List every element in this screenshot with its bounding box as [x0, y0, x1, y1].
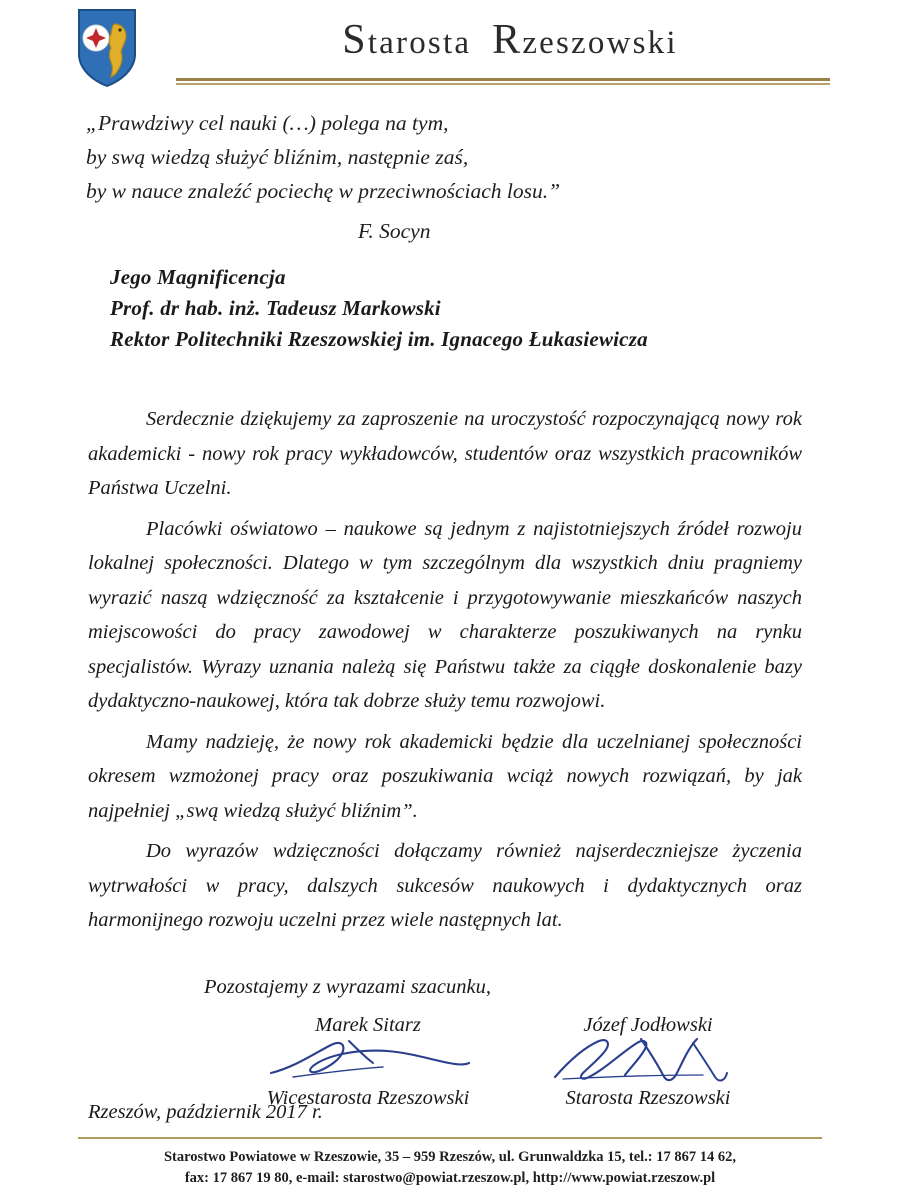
- footer-divider: [78, 1137, 822, 1139]
- divider-line-thin: [176, 83, 830, 85]
- quote-line-1: „Prawdziwy cel nauki (…) polega na tym,: [86, 111, 449, 135]
- epigraph-quote: [86, 106, 786, 248]
- org-title-r: R: [492, 17, 523, 63]
- body-paragraph-1: Serdecznie dziękujemy za zaproszenie na uroczystość rozpoczynającą nowy rok akademicki - nowy rok pracy wykładowców, studentów oraz wszystkich pracowników Państwa Uczelni.: [88, 408, 802, 499]
- letter-body: [88, 402, 802, 944]
- handwritten-signature-right-icon: [488, 1037, 808, 1087]
- addressee-block: [110, 262, 830, 355]
- signature-right: [488, 1014, 808, 1110]
- divider-line-thick: [176, 78, 830, 81]
- closing-text: Pozostajemy z wyrazami szacunku,: [204, 976, 491, 998]
- footer-line-2: fax: 17 867 19 80, e-mail: starostwo@powiat.rzeszow.pl, http://www.powiat.rzeszow.pl: [184, 1170, 716, 1186]
- place-and-date: Rzeszów, październik 2017 r.: [88, 1101, 323, 1123]
- org-title-tarosta: tarosta: [367, 25, 472, 61]
- signatory-name-right: Józef Jodłowski: [583, 1014, 713, 1036]
- quote-line-3: by w nauce znaleźć pociechę w przeciwnościach losu.”: [86, 179, 561, 203]
- addressee-line-3: Rektor Politechniki Rzeszowskiej im. Ignacego Łukasiewicza: [110, 327, 648, 351]
- handwritten-signature-left-icon: [208, 1037, 528, 1087]
- signature-left: [208, 1014, 528, 1110]
- signatory-role-left: Wicestarosta Rzeszowski: [266, 1087, 470, 1109]
- closing-salutation: [88, 976, 802, 999]
- quote-attribution: F. Socyn: [358, 219, 431, 243]
- letterhead-divider: [176, 78, 830, 86]
- coat-of-arms-icon: [76, 8, 138, 88]
- addressee-line-2: Prof. dr hab. inż. Tadeusz Markowski: [110, 296, 441, 320]
- quote-line-2: by swą wiedzą służyć bliźnim, następnie zaś,: [86, 145, 469, 169]
- addressee-line-1: Jego Magnificencja: [110, 265, 286, 289]
- letter-sheet: [0, 96, 900, 1199]
- signatory-name-left: Marek Sitarz: [315, 1014, 421, 1036]
- footer: [0, 1137, 900, 1189]
- org-title-s: S: [342, 17, 368, 63]
- body-paragraph-3: Mamy nadzieję, że nowy rok akademicki będzie dla uczelnianej społeczności okresem wzmożonej pracy oraz poszukiwania wciąż nowych rozwiązań, by jak najpełniej „swą wiedzą służyć bliźnim”.: [88, 730, 802, 822]
- body-paragraph-2: Placówki oświatowo – naukowe są jednym z najistotniejszych źródeł rozwoju lokalnej społeczności. Dlatego w tym szczególnym dla wszystkich dniu pragniemy wyrazić naszą wdzięczność za kształcenie i przygotowywanie mieszkańców naszych miejscowości do pracy zawodowej w charakterze poszukiwanych na rynku specjalistów. Wyrazy uznania należą się Państwu także za ciągłe doskonalenie bazy dydaktyczno-naukowej, która tak dobrze służy temu rozwojowi.: [88, 517, 802, 712]
- footer-line-1: Starostwo Powiatowe w Rzeszowie, 35 – 959 Rzeszów, ul. Grunwaldzka 15, tel.: 17 867 14 62,: [163, 1149, 737, 1165]
- signatory-role-right: Starosta Rzeszowski: [565, 1087, 731, 1109]
- body-paragraph-4: Do wyrazów wdzięczności dołączamy również najserdeczniejsze życzenia wytrwałości w pracy, dalszych sukcesów naukowych i dydaktycznych oraz harmonijnego rozwoju uczelni przez wiele następnych lat.: [88, 840, 802, 931]
- organization-title: [180, 16, 840, 64]
- letterhead: [0, 0, 900, 96]
- org-title-zeszowski: zeszowski: [522, 25, 678, 61]
